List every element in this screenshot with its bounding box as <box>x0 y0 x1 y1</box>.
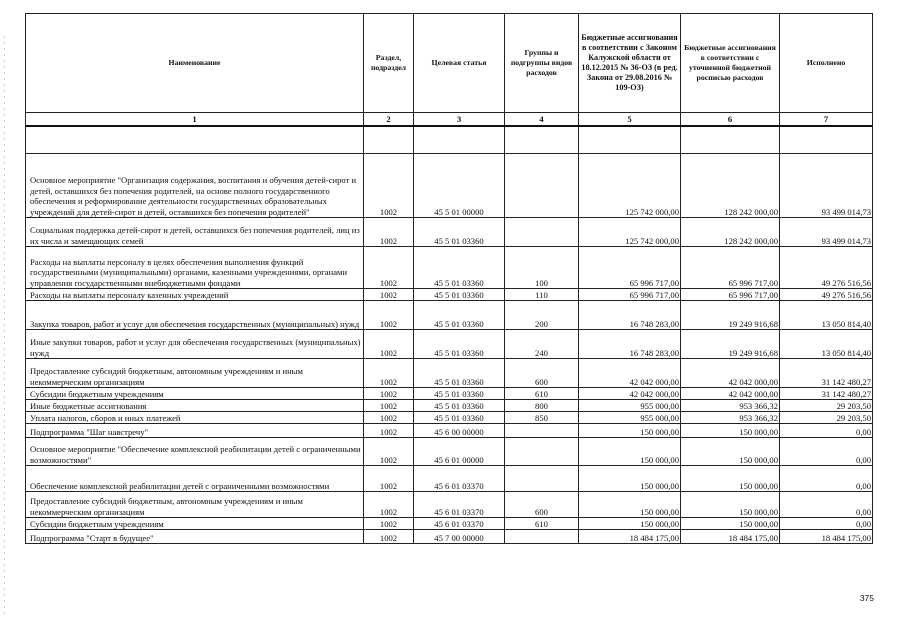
row-name-cell: Предоставление субсидий бюджетным, автономным учреждениям и иным некоммерческим организациям <box>26 492 364 518</box>
row-section-cell: 1002 <box>364 492 414 518</box>
table-row <box>26 289 873 301</box>
row-law-amount-cell: 42 042 000,00 <box>579 359 681 388</box>
header-refined-allocations: Бюджетные ассигнования в соответствии с уточненной бюджетной росписью расходов <box>681 14 780 113</box>
table-row <box>26 412 873 424</box>
column-number-cell: 7 <box>780 113 873 127</box>
row-refined-amount-cell: 42 042 000,00 <box>681 359 780 388</box>
row-executed-amount-cell: 29 203,50 <box>780 412 873 424</box>
row-law-amount-cell: 125 742 000,00 <box>579 218 681 247</box>
row-section-cell: 1002 <box>364 518 414 530</box>
row-section-cell: 1002 <box>364 359 414 388</box>
row-executed-amount-cell: 0,00 <box>780 424 873 438</box>
row-refined-amount-cell: 65 996 717,00 <box>681 289 780 301</box>
table-row <box>26 218 873 247</box>
row-refined-amount-cell: 128 242 000,00 <box>681 218 780 247</box>
header-section: Раздел, подраздел <box>364 14 414 113</box>
row-section-cell: 1002 <box>364 330 414 359</box>
row-executed-amount-cell: 13 050 814,40 <box>780 301 873 330</box>
column-number-cell: 4 <box>505 113 579 127</box>
row-target-article-cell: 45 5 01 03360 <box>414 218 505 247</box>
row-section-cell: 1002 <box>364 154 414 218</box>
table-row <box>26 530 873 544</box>
row-refined-amount-cell: 150 000,00 <box>681 424 780 438</box>
row-expense-type-cell: 100 <box>505 247 579 289</box>
row-law-amount-cell: 65 996 717,00 <box>579 247 681 289</box>
row-section-cell: 1002 <box>364 438 414 466</box>
row-law-amount-cell: 125 742 000,00 <box>579 154 681 218</box>
row-executed-amount-cell: 0,00 <box>780 518 873 530</box>
row-target-article-cell: 45 6 01 03370 <box>414 492 505 518</box>
row-target-article-cell: 45 5 01 03360 <box>414 301 505 330</box>
row-refined-amount-cell: 19 249 916,68 <box>681 301 780 330</box>
row-expense-type-cell <box>505 218 579 247</box>
row-law-amount-cell: 955 000,00 <box>579 412 681 424</box>
row-target-article-cell: 45 5 01 03360 <box>414 359 505 388</box>
row-section-cell: 1002 <box>364 412 414 424</box>
row-name-cell: Расходы на выплаты персоналу казенных учреждений <box>26 289 364 301</box>
row-executed-amount-cell: 93 499 014,73 <box>780 154 873 218</box>
row-executed-amount-cell: 0,00 <box>780 466 873 492</box>
row-expense-type-cell <box>505 424 579 438</box>
row-law-amount-cell: 42 042 000,00 <box>579 388 681 400</box>
row-name-cell: Основное мероприятие "Организация содержания, воспитания и обучения детей-сирот и детей, оставшихся без попечения родителей, на основе полного государственного обеспечения и реформирование деятельности государственных образовательных учреждений для детей-сирот и детей, оставшихся без попечения родителей" <box>26 154 364 218</box>
row-target-article-cell: 45 5 01 03360 <box>414 400 505 412</box>
table-row <box>26 247 873 289</box>
header-expense-type: Группы и подгруппы видов расходов <box>505 14 579 113</box>
row-target-article-cell: 45 5 01 03360 <box>414 412 505 424</box>
row-name-cell: Иные бюджетные ассигнования <box>26 400 364 412</box>
row-name-cell: Основное мероприятие "Обеспечение комплексной реабилитации детей с ограниченными возможностями" <box>26 438 364 466</box>
table-row <box>26 359 873 388</box>
budget-table-sheet <box>25 13 872 544</box>
table-row <box>26 388 873 400</box>
row-expense-type-cell: 800 <box>505 400 579 412</box>
column-number-cell: 6 <box>681 113 780 127</box>
header-law-allocations: Бюджетные ассигнования в соответствии с Законом Калужской области от 18.12.2015 № 36-ОЗ (в ред. Закона от 29.08.2016 № 109-ОЗ) <box>579 14 681 113</box>
row-refined-amount-cell: 19 249 916,68 <box>681 330 780 359</box>
row-expense-type-cell: 200 <box>505 301 579 330</box>
table-row <box>26 466 873 492</box>
row-expense-type-cell <box>505 154 579 218</box>
row-executed-amount-cell: 49 276 516,56 <box>780 289 873 301</box>
row-name-cell: Подпрограмма "Старт в будущее" <box>26 530 364 544</box>
row-expense-type-cell <box>505 438 579 466</box>
table-row <box>26 301 873 330</box>
row-executed-amount-cell: 31 142 480,27 <box>780 359 873 388</box>
row-expense-type-cell: 850 <box>505 412 579 424</box>
row-executed-amount-cell: 49 276 516,56 <box>780 247 873 289</box>
row-target-article-cell: 45 6 01 03370 <box>414 466 505 492</box>
row-section-cell: 1002 <box>364 400 414 412</box>
header-name: Наименование <box>26 14 364 113</box>
row-name-cell: Социальная поддержка детей-сирот и детей, оставшихся без попечения родителей, лиц из их числа и замещающих семей <box>26 218 364 247</box>
column-number-cell: 1 <box>26 113 364 127</box>
row-section-cell: 1002 <box>364 289 414 301</box>
row-law-amount-cell: 16 748 283,00 <box>579 301 681 330</box>
row-refined-amount-cell: 953 366,32 <box>681 412 780 424</box>
row-expense-type-cell: 110 <box>505 289 579 301</box>
row-refined-amount-cell: 150 000,00 <box>681 438 780 466</box>
table-row <box>26 154 873 218</box>
row-executed-amount-cell: 29 203,50 <box>780 400 873 412</box>
row-name-cell: Обеспечение комплексной реабилитации детей с ограниченными возможностями <box>26 466 364 492</box>
column-number-cell: 3 <box>414 113 505 127</box>
scan-margin-line <box>4 36 5 616</box>
row-expense-type-cell: 600 <box>505 492 579 518</box>
row-law-amount-cell: 65 996 717,00 <box>579 289 681 301</box>
row-name-cell: Расходы на выплаты персоналу в целях обеспечения выполнения функций государственными (муниципальными) органами, казенными учреждениями, органами управления государственными внебюджетными фондами <box>26 247 364 289</box>
row-expense-type-cell <box>505 530 579 544</box>
table-row <box>26 330 873 359</box>
row-target-article-cell: 45 6 01 03370 <box>414 518 505 530</box>
column-number-cell: 5 <box>579 113 681 127</box>
row-refined-amount-cell: 150 000,00 <box>681 492 780 518</box>
row-law-amount-cell: 150 000,00 <box>579 466 681 492</box>
spacer-row <box>26 126 873 154</box>
row-law-amount-cell: 150 000,00 <box>579 518 681 530</box>
row-section-cell: 1002 <box>364 218 414 247</box>
row-law-amount-cell: 150 000,00 <box>579 438 681 466</box>
row-target-article-cell: 45 5 01 03360 <box>414 247 505 289</box>
row-expense-type-cell: 600 <box>505 359 579 388</box>
row-name-cell: Субсидии бюджетным учреждениям <box>26 388 364 400</box>
table-header-row <box>26 14 873 113</box>
table-row <box>26 492 873 518</box>
row-name-cell: Иные закупки товаров, работ и услуг для обеспечения государственных (муниципальных) нужд <box>26 330 364 359</box>
row-target-article-cell: 45 5 01 00000 <box>414 154 505 218</box>
row-section-cell: 1002 <box>364 247 414 289</box>
row-section-cell: 1002 <box>364 530 414 544</box>
row-refined-amount-cell: 150 000,00 <box>681 466 780 492</box>
table-row <box>26 424 873 438</box>
row-name-cell: Подпрограмма "Шаг навстречу" <box>26 424 364 438</box>
row-section-cell: 1002 <box>364 388 414 400</box>
row-executed-amount-cell: 0,00 <box>780 492 873 518</box>
header-target-article: Целевая статья <box>414 14 505 113</box>
row-name-cell: Предоставление субсидий бюджетным, автономным учреждениям и иным некоммерческим организациям <box>26 359 364 388</box>
row-law-amount-cell: 150 000,00 <box>579 492 681 518</box>
row-refined-amount-cell: 953 366,32 <box>681 400 780 412</box>
row-refined-amount-cell: 65 996 717,00 <box>681 247 780 289</box>
budget-table <box>25 13 873 544</box>
row-target-article-cell: 45 6 00 00000 <box>414 424 505 438</box>
row-executed-amount-cell: 0,00 <box>780 438 873 466</box>
row-section-cell: 1002 <box>364 466 414 492</box>
row-section-cell: 1002 <box>364 301 414 330</box>
row-name-cell: Уплата налогов, сборов и иных платежей <box>26 412 364 424</box>
row-target-article-cell: 45 7 00 00000 <box>414 530 505 544</box>
row-expense-type-cell: 610 <box>505 518 579 530</box>
header-executed: Исполнено <box>780 14 873 113</box>
row-executed-amount-cell: 13 050 814,40 <box>780 330 873 359</box>
row-expense-type-cell <box>505 466 579 492</box>
row-law-amount-cell: 955 000,00 <box>579 400 681 412</box>
row-target-article-cell: 45 5 01 03360 <box>414 289 505 301</box>
row-law-amount-cell: 16 748 283,00 <box>579 330 681 359</box>
row-name-cell: Субсидии бюджетным учреждениям <box>26 518 364 530</box>
table-row <box>26 438 873 466</box>
row-expense-type-cell: 240 <box>505 330 579 359</box>
row-target-article-cell: 45 5 01 03360 <box>414 388 505 400</box>
row-refined-amount-cell: 150 000,00 <box>681 518 780 530</box>
table-row <box>26 518 873 530</box>
row-section-cell: 1002 <box>364 424 414 438</box>
row-expense-type-cell: 610 <box>505 388 579 400</box>
row-name-cell: Закупка товаров, работ и услуг для обеспечения государственных (муниципальных) нужд <box>26 301 364 330</box>
table-row <box>26 400 873 412</box>
column-number-row <box>26 113 873 127</box>
row-law-amount-cell: 18 484 175,00 <box>579 530 681 544</box>
row-refined-amount-cell: 42 042 000,00 <box>681 388 780 400</box>
page-number: 375 <box>859 593 874 603</box>
column-number-cell: 2 <box>364 113 414 127</box>
row-refined-amount-cell: 18 484 175,00 <box>681 530 780 544</box>
table-body <box>26 126 873 544</box>
row-executed-amount-cell: 18 484 175,00 <box>780 530 873 544</box>
row-executed-amount-cell: 93 499 014,73 <box>780 218 873 247</box>
row-refined-amount-cell: 128 242 000,00 <box>681 154 780 218</box>
row-target-article-cell: 45 6 01 00000 <box>414 438 505 466</box>
row-executed-amount-cell: 31 142 480,27 <box>780 388 873 400</box>
row-target-article-cell: 45 5 01 03360 <box>414 330 505 359</box>
row-law-amount-cell: 150 000,00 <box>579 424 681 438</box>
